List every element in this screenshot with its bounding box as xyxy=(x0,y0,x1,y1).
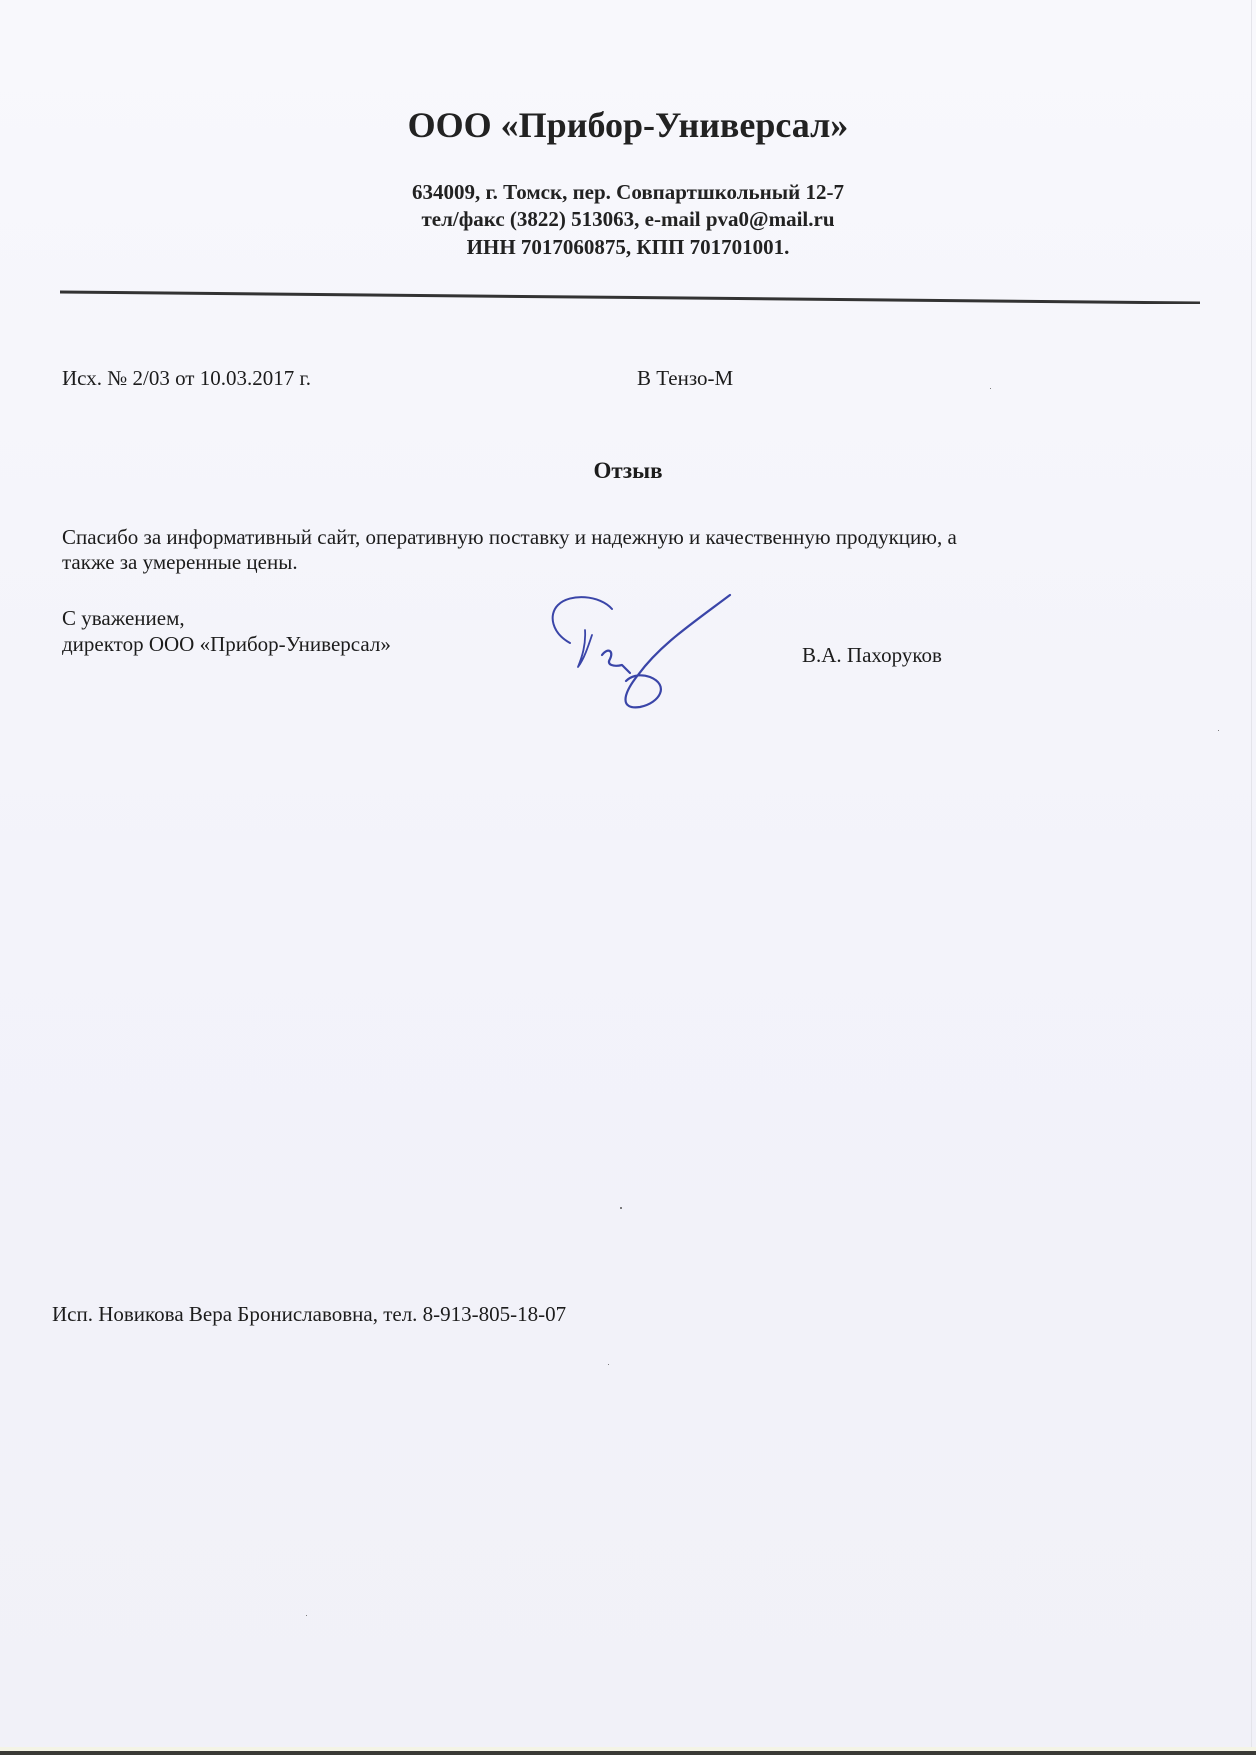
company-requisites: ИНН 7017060875, КПП 701701001. xyxy=(466,235,790,259)
page-edge-bottom xyxy=(0,1751,1256,1755)
signature-stroke-down xyxy=(578,630,592,667)
letterhead-divider xyxy=(60,290,1200,304)
outgoing-number: Исх. № 2/03 от 10.03.2017 г. xyxy=(62,366,311,390)
scan-speck xyxy=(620,1207,622,1209)
company-address: 634009, г. Томск, пер. Совпартшкольный 12-7 xyxy=(412,180,844,204)
scan-speck xyxy=(608,1364,609,1365)
signature-stroke-loop xyxy=(553,597,612,643)
signer-title: директор ООО «Прибор-Универсал» xyxy=(62,632,391,656)
signer-name: В.А. Пахоруков xyxy=(802,643,942,667)
scan-speck xyxy=(1218,730,1219,731)
scan-speck xyxy=(990,388,991,389)
document-heading: Отзыв xyxy=(593,458,663,483)
executor-contact: Исп. Новикова Вера Брониславовна, тел. 8-913-805-18-07 xyxy=(52,1302,567,1326)
divider-line xyxy=(60,292,1200,303)
scan-speck xyxy=(306,1615,307,1616)
signature-stroke-z xyxy=(602,651,630,673)
page-edge-right xyxy=(1251,0,1252,1750)
company-contacts: тел/факс (3822) 513063, e-mail pva0@mail.ru xyxy=(421,207,835,231)
body-line: также за умеренные цены. xyxy=(62,550,298,574)
company-title: ООО «Прибор-Универсал» xyxy=(407,105,849,145)
signature-stroke-tail xyxy=(626,595,731,707)
body-line: Спасибо за информативный сайт, оперативную поставку и надежную и качественную продукцию, а xyxy=(62,525,957,549)
handwritten-signature xyxy=(530,585,740,710)
recipient: В Тензо-М xyxy=(637,366,734,390)
closing-phrase: С уважением, xyxy=(62,606,185,630)
